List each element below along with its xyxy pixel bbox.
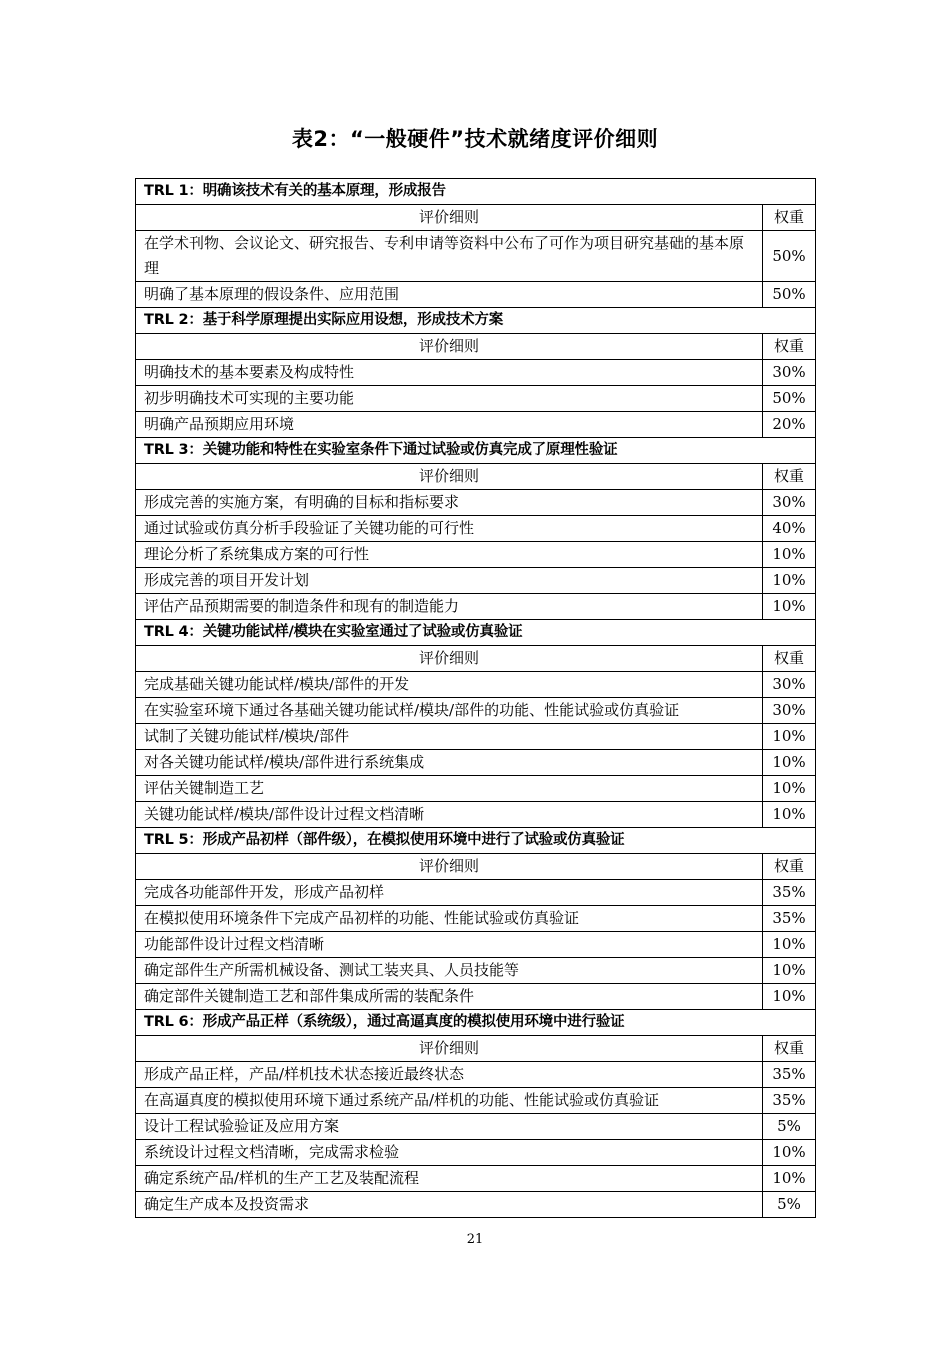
criteria-text: 系统设计过程文档清晰，完成需求检验 xyxy=(136,1140,763,1166)
criteria-text: 形成产品正样，产品/样机技术状态接近最终状态 xyxy=(136,1062,763,1088)
weight-value: 10% xyxy=(763,1140,816,1166)
criteria-text: 形成完善的实施方案，有明确的目标和指标要求 xyxy=(136,490,763,516)
weight-value: 50% xyxy=(763,386,816,412)
criteria-text: 评估产品预期需要的制造条件和现有的制造能力 xyxy=(136,594,763,620)
table-row xyxy=(136,282,816,308)
weight-value: 35% xyxy=(763,1088,816,1114)
trl-level-heading: TRL 6：形成产品正样（系统级），通过高逼真度的模拟使用环境中进行验证 xyxy=(136,1010,816,1036)
criteria-text: 通过试验或仿真分析手段验证了关键功能的可行性 xyxy=(136,516,763,542)
table-row xyxy=(136,698,816,724)
table-row xyxy=(136,1088,816,1114)
weight-value: 35% xyxy=(763,1062,816,1088)
table-row xyxy=(136,906,816,932)
weight-value: 10% xyxy=(763,750,816,776)
table-row xyxy=(136,594,816,620)
trl-level-heading: TRL 3：关键功能和特性在实验室条件下通过试验或仿真完成了原理性验证 xyxy=(136,438,816,464)
weight-value: 30% xyxy=(763,698,816,724)
weight-column-header: 权重 xyxy=(763,1036,816,1062)
column-header-row xyxy=(136,854,816,880)
criteria-text: 在实验室环境下通过各基础关键功能试样/模块/部件的功能、性能试验或仿真验证 xyxy=(136,698,763,724)
table-row xyxy=(136,1140,816,1166)
criteria-text: 关键功能试样/模块/部件设计过程文档清晰 xyxy=(136,802,763,828)
column-header-row xyxy=(136,1036,816,1062)
table-row xyxy=(136,1062,816,1088)
table-row xyxy=(136,542,816,568)
weight-value: 30% xyxy=(763,360,816,386)
table-row xyxy=(136,724,816,750)
trl-level-heading-row xyxy=(136,179,816,205)
table-row xyxy=(136,802,816,828)
criteria-text: 完成各功能部件开发，形成产品初样 xyxy=(136,880,763,906)
evaluation-table xyxy=(135,178,816,1218)
trl-level-heading-row xyxy=(136,1010,816,1036)
column-header-row xyxy=(136,205,816,231)
criteria-text: 确定部件生产所需机械设备、测试工装夹具、人员技能等 xyxy=(136,958,763,984)
column-header-row xyxy=(136,464,816,490)
weight-value: 50% xyxy=(763,231,816,282)
weight-value: 10% xyxy=(763,932,816,958)
weight-value: 50% xyxy=(763,282,816,308)
criteria-text: 设计工程试验验证及应用方案 xyxy=(136,1114,763,1140)
criteria-text: 明确了基本原理的假设条件、应用范围 xyxy=(136,282,763,308)
weight-value: 10% xyxy=(763,958,816,984)
weight-column-header: 权重 xyxy=(763,464,816,490)
criteria-text: 完成基础关键功能试样/模块/部件的开发 xyxy=(136,672,763,698)
table-row xyxy=(136,1192,816,1218)
column-header-row xyxy=(136,334,816,360)
weight-column-header: 权重 xyxy=(763,334,816,360)
table-row xyxy=(136,360,816,386)
criteria-text: 确定系统产品/样机的生产工艺及装配流程 xyxy=(136,1166,763,1192)
weight-value: 10% xyxy=(763,1166,816,1192)
weight-value: 10% xyxy=(763,542,816,568)
weight-value: 10% xyxy=(763,724,816,750)
trl-level-heading-row xyxy=(136,828,816,854)
weight-value: 10% xyxy=(763,984,816,1010)
column-header-row xyxy=(136,646,816,672)
criteria-text: 评估关键制造工艺 xyxy=(136,776,763,802)
table-row xyxy=(136,1166,816,1192)
weight-value: 10% xyxy=(763,594,816,620)
weight-value: 20% xyxy=(763,412,816,438)
evaluation-table-body xyxy=(136,179,816,1218)
weight-value: 5% xyxy=(763,1192,816,1218)
weight-column-header: 权重 xyxy=(763,205,816,231)
page-number: 21 xyxy=(466,1232,484,1247)
criteria-text: 理论分析了系统集成方案的可行性 xyxy=(136,542,763,568)
weight-column-header: 权重 xyxy=(763,854,816,880)
table-row xyxy=(136,958,816,984)
weight-value: 40% xyxy=(763,516,816,542)
criteria-text: 明确技术的基本要素及构成特性 xyxy=(136,360,763,386)
criteria-text: 功能部件设计过程文档清晰 xyxy=(136,932,763,958)
weight-value: 35% xyxy=(763,906,816,932)
criteria-text: 在学术刊物、会议论文、研究报告、专利申请等资料中公布了可作为项目研究基础的基本原理 xyxy=(136,231,763,282)
page-title: 表2：“一般硬件”技术就绪度评价细则 xyxy=(291,127,659,151)
weight-value: 10% xyxy=(763,776,816,802)
criteria-column-header: 评价细则 xyxy=(136,205,763,231)
weight-column-header: 权重 xyxy=(763,646,816,672)
trl-level-heading-row xyxy=(136,620,816,646)
criteria-column-header: 评价细则 xyxy=(136,334,763,360)
trl-level-heading-row xyxy=(136,438,816,464)
criteria-column-header: 评价细则 xyxy=(136,854,763,880)
table-row xyxy=(136,568,816,594)
criteria-column-header: 评价细则 xyxy=(136,1036,763,1062)
weight-value: 30% xyxy=(763,672,816,698)
trl-level-heading: TRL 4：关键功能试样/模块在实验室通过了试验或仿真验证 xyxy=(136,620,816,646)
table-row xyxy=(136,932,816,958)
table-row xyxy=(136,231,816,282)
criteria-text: 在高逼真度的模拟使用环境下通过系统产品/样机的功能、性能试验或仿真验证 xyxy=(136,1088,763,1114)
trl-level-heading: TRL 2：基于科学原理提出实际应用设想，形成技术方案 xyxy=(136,308,816,334)
criteria-text: 在模拟使用环境条件下完成产品初样的功能、性能试验或仿真验证 xyxy=(136,906,763,932)
criteria-text: 初步明确技术可实现的主要功能 xyxy=(136,386,763,412)
criteria-column-header: 评价细则 xyxy=(136,464,763,490)
table-row xyxy=(136,1114,816,1140)
criteria-text: 形成完善的项目开发计划 xyxy=(136,568,763,594)
table-row xyxy=(136,750,816,776)
table-row xyxy=(136,516,816,542)
table-row xyxy=(136,386,816,412)
criteria-column-header: 评价细则 xyxy=(136,646,763,672)
table-row xyxy=(136,412,816,438)
weight-value: 10% xyxy=(763,568,816,594)
trl-level-heading: TRL 5：形成产品初样（部件级），在模拟使用环境中进行了试验或仿真验证 xyxy=(136,828,816,854)
table-row xyxy=(136,776,816,802)
weight-value: 35% xyxy=(763,880,816,906)
weight-value: 5% xyxy=(763,1114,816,1140)
criteria-text: 确定部件关键制造工艺和部件集成所需的装配条件 xyxy=(136,984,763,1010)
table-row xyxy=(136,672,816,698)
table-row xyxy=(136,880,816,906)
table-row xyxy=(136,984,816,1010)
weight-value: 30% xyxy=(763,490,816,516)
criteria-text: 确定生产成本及投资需求 xyxy=(136,1192,763,1218)
table-row xyxy=(136,490,816,516)
criteria-text: 试制了关键功能试样/模块/部件 xyxy=(136,724,763,750)
criteria-text: 明确产品预期应用环境 xyxy=(136,412,763,438)
trl-level-heading: TRL 1：明确该技术有关的基本原理，形成报告 xyxy=(136,179,816,205)
trl-level-heading-row xyxy=(136,308,816,334)
criteria-text: 对各关键功能试样/模块/部件进行系统集成 xyxy=(136,750,763,776)
weight-value: 10% xyxy=(763,802,816,828)
